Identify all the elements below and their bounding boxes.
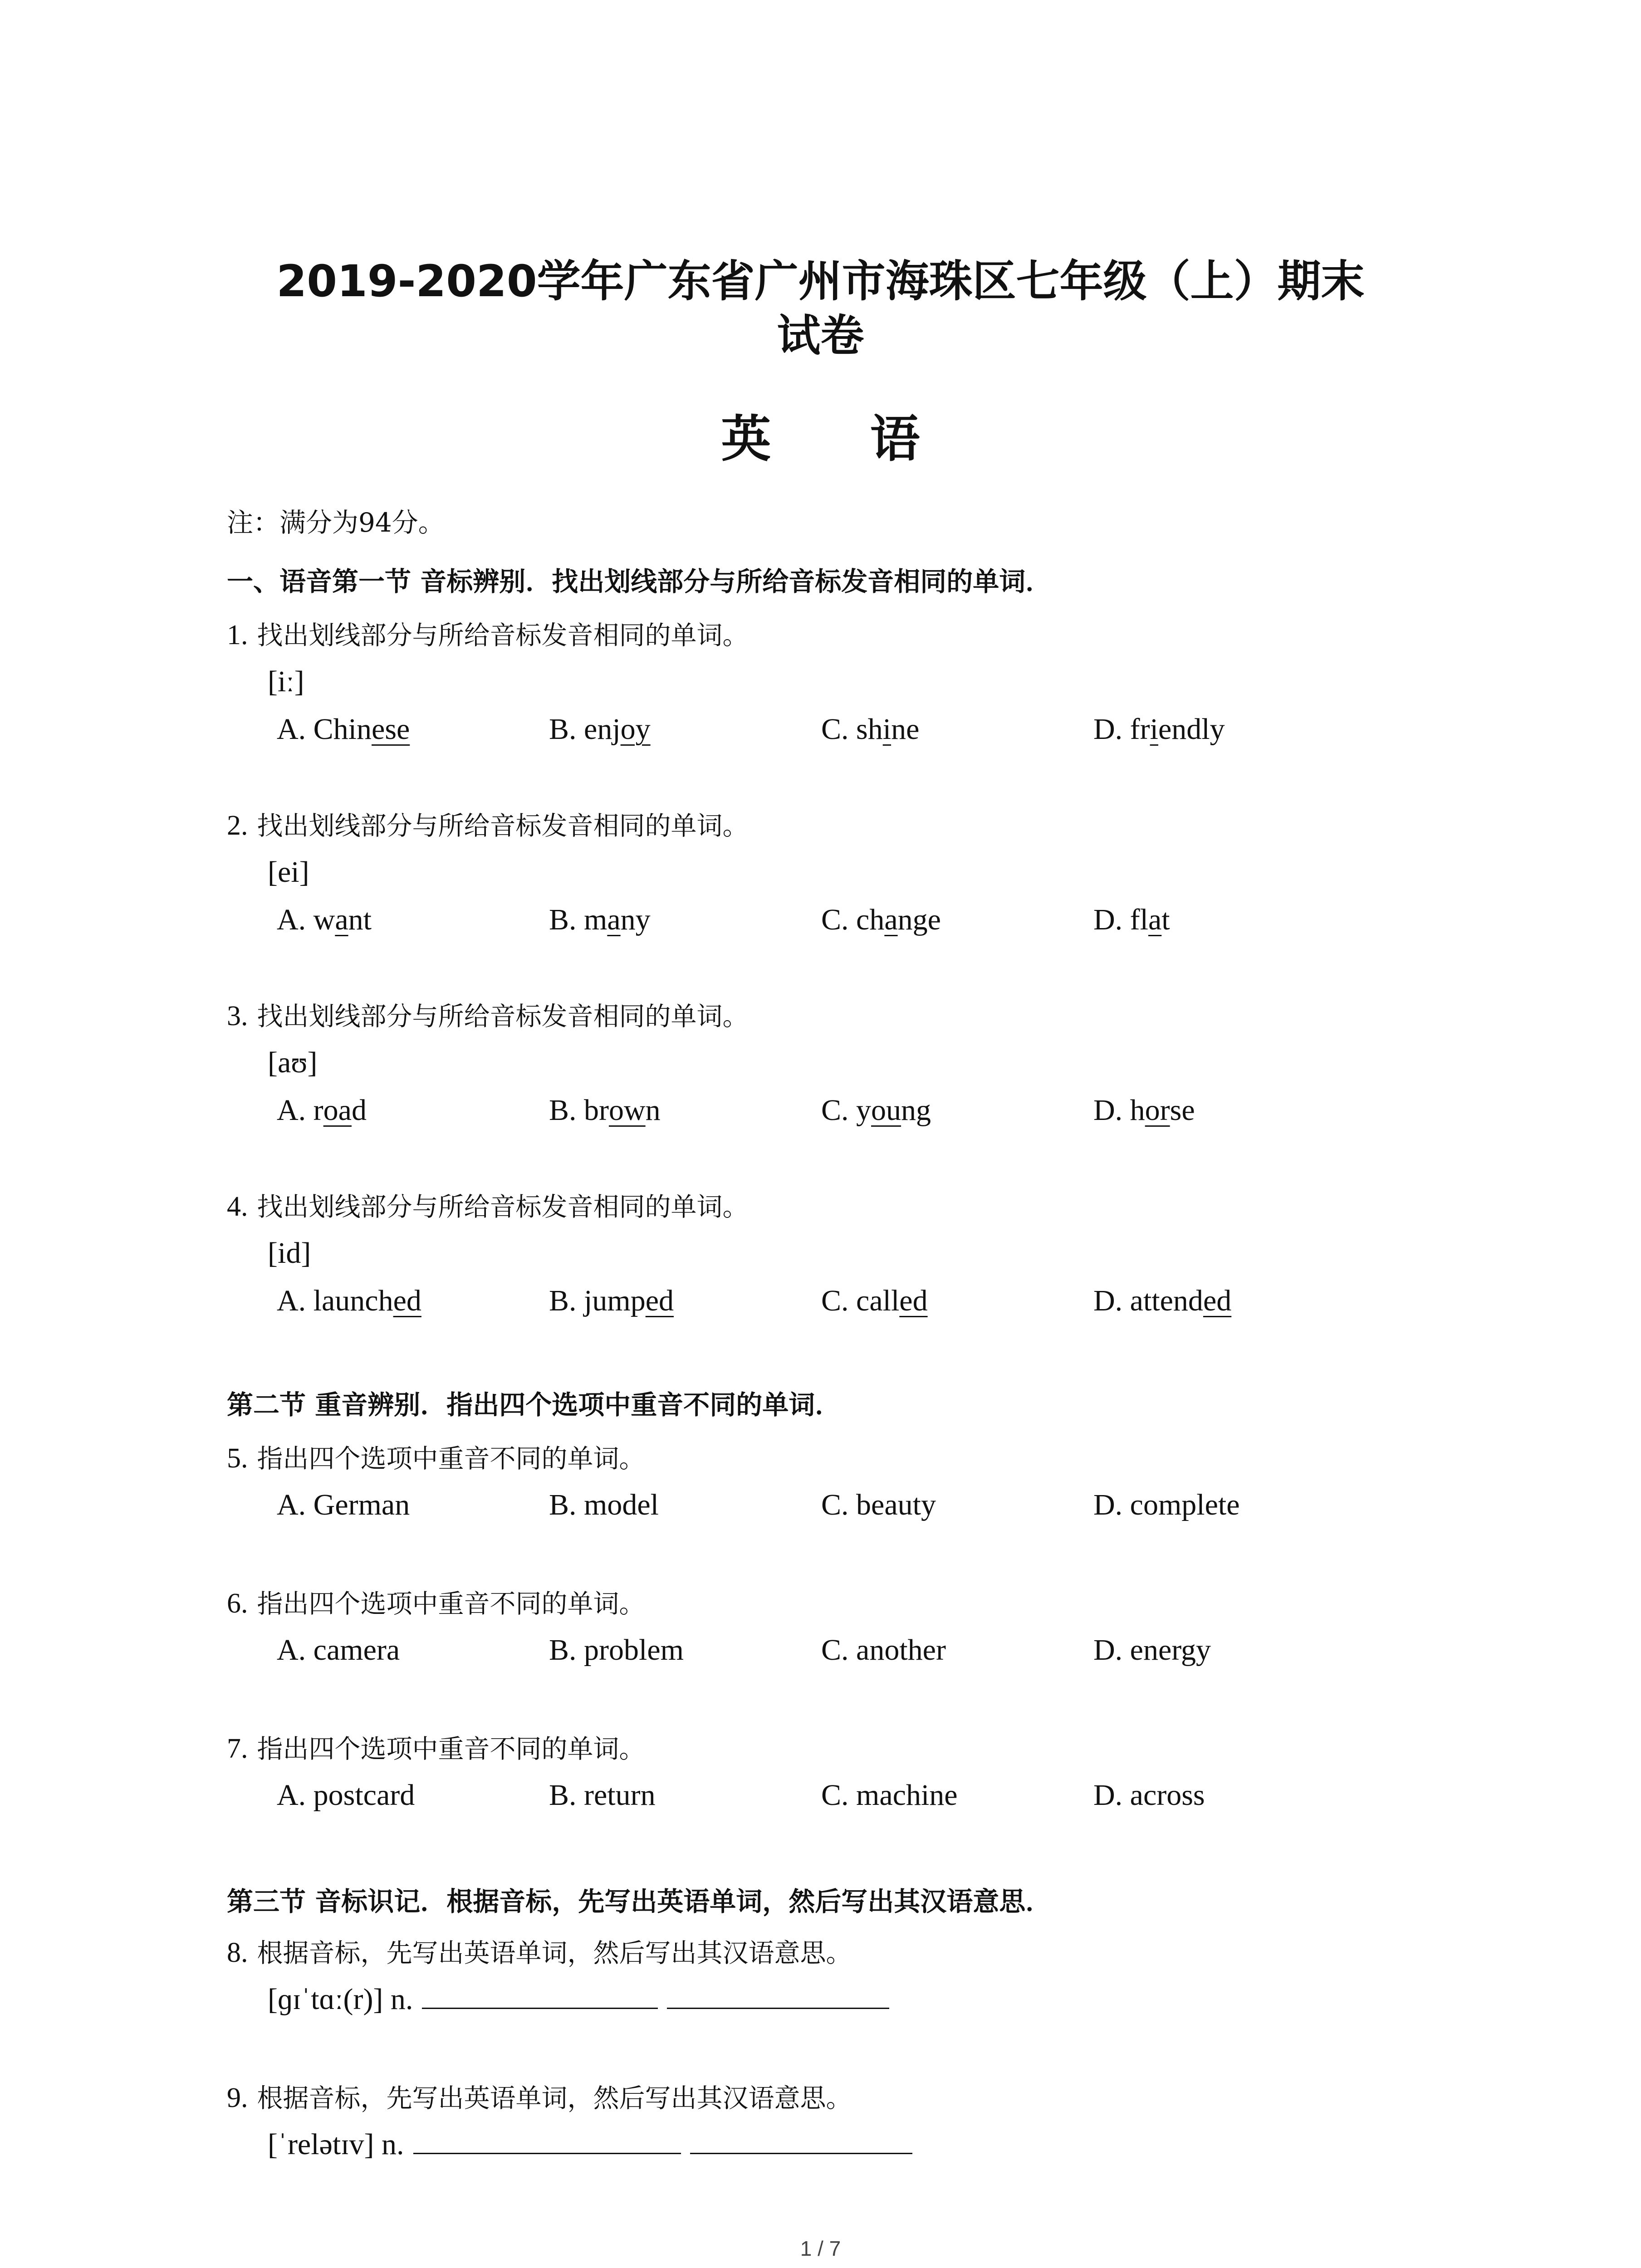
answer-blank-word[interactable] [422,1980,658,2009]
answer-blank-meaning[interactable] [690,2126,912,2154]
option-a[interactable]: A. Chinese [277,713,410,746]
exam-title-line2: 试卷 [777,310,864,361]
question-number: 1. [227,620,248,650]
option-b[interactable]: B. brown [549,1094,661,1127]
option-c[interactable]: C. another [821,1633,946,1667]
question-number: 3. [227,1001,248,1031]
question-number: 7. [227,1733,248,1764]
score-note: 注：满分为94分。 [227,507,445,538]
answer-blank-word[interactable] [413,2126,681,2154]
options-row [277,896,1452,943]
option-c[interactable]: C. young [821,1094,931,1127]
option-c[interactable]: C. machine [821,1779,958,1812]
options-row [277,1086,1452,1134]
option-d[interactable]: D. complete [1093,1488,1240,1521]
question-number: 8. [227,1937,248,1968]
question-8 [227,1930,1452,2023]
option-a[interactable]: A. postcard [277,1779,415,1812]
section-3-heading: 第三节 音标识记．根据音标，先写出英语单词，然后写出其汉语意思． [227,1886,1052,1917]
question-prompt: 找出划线部分与所给音标发音相同的单词。 [257,811,749,841]
question-number: 6. [227,1588,248,1619]
option-b[interactable]: B. model [549,1488,659,1521]
section-1-heading: 一、语音第一节 音标辨别．找出划线部分与所给音标发音相同的单词． [227,566,1052,597]
option-d[interactable]: D. friendly [1093,713,1225,746]
option-a[interactable]: A. road [277,1094,367,1127]
question-prompt: 根据音标，先写出英语单词，然后写出其汉语意思。 [257,2083,852,2113]
question-number: 9. [227,2082,248,2113]
option-c[interactable]: C. called [821,1284,928,1317]
phonetic: [aʊ] [268,1046,318,1079]
exam-title-line1: 2019-2020学年广东省广州市海珠区七年级（上）期末 [276,256,1365,307]
question-number: 5. [227,1443,248,1474]
page-number: 1 / 7 [800,2237,841,2260]
question-9 [227,2075,1452,2168]
options-row [277,1626,1452,1674]
option-b[interactable]: B. many [549,903,651,936]
question-3 [227,993,1452,1134]
question-6 [227,1581,1452,1674]
option-a[interactable]: A. German [277,1488,410,1521]
option-d[interactable]: D. horse [1093,1094,1195,1127]
option-c[interactable]: C. shine [821,713,920,746]
options-row [277,1277,1452,1325]
question-prompt: 指出四个选项中重音不同的单词。 [257,1444,645,1474]
option-c[interactable]: C. beauty [821,1488,936,1521]
options-row [277,1481,1452,1529]
option-d[interactable]: D. across [1093,1779,1205,1812]
option-c[interactable]: C. change [821,903,941,936]
option-d[interactable]: D. energy [1093,1633,1211,1667]
phonetic: [ɡɪˈtɑː(r)] n. [268,1983,413,2016]
question-prompt: 找出划线部分与所给音标发音相同的单词。 [257,621,749,650]
question-1 [227,612,1452,753]
answer-blank-meaning[interactable] [667,1980,889,2009]
option-a[interactable]: A. camera [277,1633,400,1667]
section-2-heading: 第二节 重音辨别．指出四个选项中重音不同的单词． [227,1389,842,1420]
option-a[interactable]: A. launched [277,1284,421,1317]
options-row [277,1771,1452,1819]
option-b[interactable]: B. enjoy [549,713,651,746]
question-7 [227,1726,1452,1819]
question-2 [227,803,1452,943]
phonetic: [ei] [268,855,309,889]
phonetic: [ˈrelətɪv] n. [268,2128,404,2161]
question-prompt: 根据音标，先写出英语单词，然后写出其汉语意思。 [257,1938,852,1968]
question-4 [227,1184,1452,1325]
question-prompt: 指出四个选项中重音不同的单词。 [257,1734,645,1764]
question-number: 2. [227,810,248,841]
phonetic: [iː] [268,665,304,698]
subject-heading: 英 语 [721,410,961,468]
option-b[interactable]: B. problem [549,1633,684,1667]
question-number: 4. [227,1191,248,1222]
option-d[interactable]: D. attended [1093,1284,1232,1317]
question-prompt: 指出四个选项中重音不同的单词。 [257,1589,645,1619]
question-prompt: 找出划线部分与所给音标发音相同的单词。 [257,1002,749,1031]
question-prompt: 找出划线部分与所给音标发音相同的单词。 [257,1192,749,1222]
option-b[interactable]: B. return [549,1779,656,1812]
question-5 [227,1436,1452,1529]
option-d[interactable]: D. flat [1093,903,1170,936]
options-row [277,705,1452,753]
option-b[interactable]: B. jumped [549,1284,674,1317]
option-a[interactable]: A. want [277,903,372,936]
phonetic: [id] [268,1237,311,1270]
